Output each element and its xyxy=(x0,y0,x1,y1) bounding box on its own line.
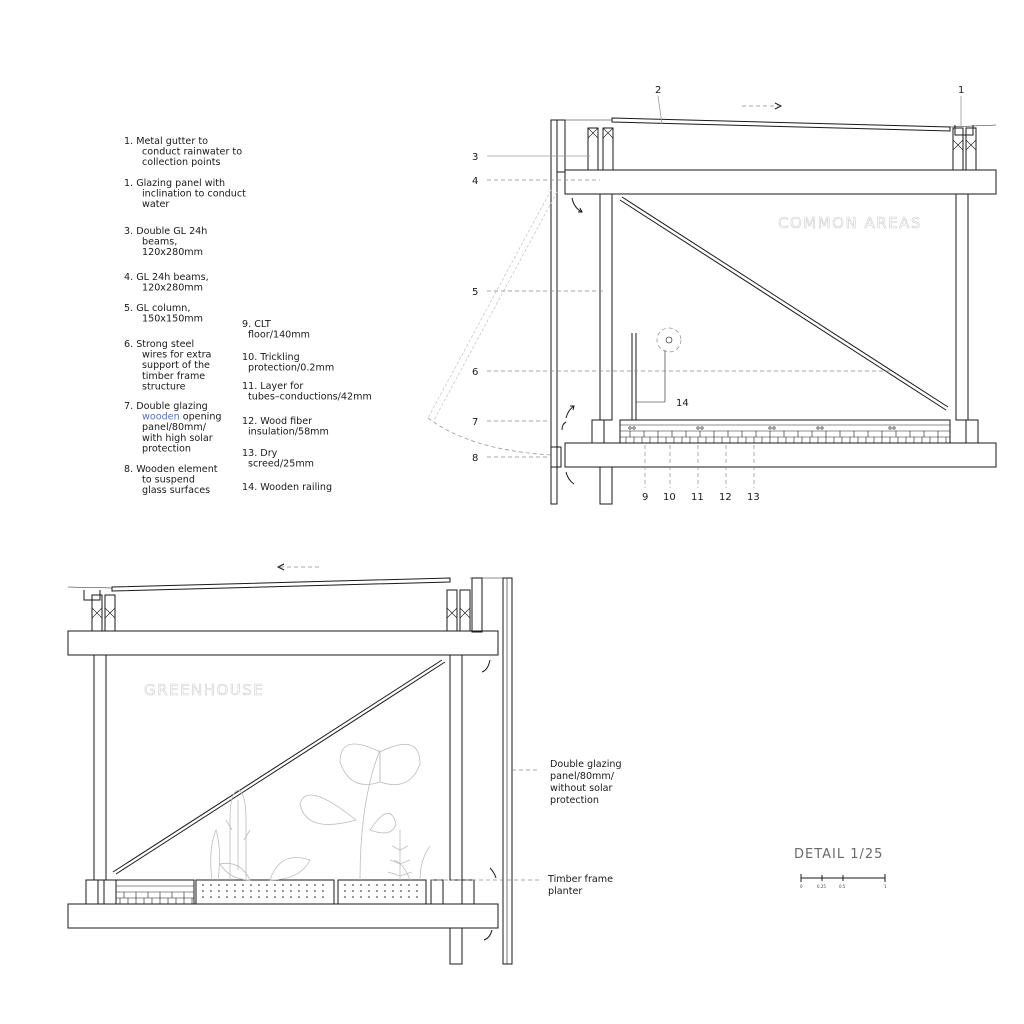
legend-item-6-line-3: timber frame xyxy=(142,370,206,382)
room-label-common-areas: COMMON AREAS xyxy=(778,214,922,232)
legend-accent-word: wooden xyxy=(142,411,180,423)
callout-2: 2 xyxy=(655,85,662,96)
callout-9: 9 xyxy=(642,492,649,503)
lower-section xyxy=(68,564,622,964)
legend-item-8-line-1: to suspend xyxy=(142,474,195,486)
legend2-item-9-line-1: floor/140mm xyxy=(248,329,310,341)
legend-item-6-line-4: structure xyxy=(142,381,186,393)
upper-section xyxy=(428,85,996,504)
legend-item-1-line-1: conduct rainwater to xyxy=(142,146,243,158)
callout-6: 6 xyxy=(472,367,479,378)
legend-item-6-line-2: support of the xyxy=(142,360,210,372)
scale-tick-025: 0.25 xyxy=(817,884,826,889)
note-planter-line-2: planter xyxy=(548,886,583,897)
callout-5: 5 xyxy=(472,287,479,298)
plant-sketch xyxy=(211,744,430,880)
legend-item-2-line-1: inclination to conduct xyxy=(142,188,246,200)
legend-column-2 xyxy=(242,319,372,493)
legend2-item-11-line-0: 11. Layer for xyxy=(242,381,304,392)
legend-item-1-line-0: 1. Metal gutter to xyxy=(124,136,208,147)
legend2-item-9-line-0: 9. CLT xyxy=(242,319,271,330)
callout-14: 14 xyxy=(676,398,689,409)
legend-item-4-line-1: 120x280mm xyxy=(142,282,203,294)
legend-item-6-line-1: wires for extra xyxy=(142,349,212,361)
callout-1: 1 xyxy=(958,85,965,96)
legend-item-2-line-2: water xyxy=(142,199,170,211)
legend2-item-11-line-1: tubes–conductions/42mm xyxy=(248,391,372,403)
callout-10: 10 xyxy=(663,492,676,503)
note-glazing-line-3: without solar xyxy=(550,783,613,794)
legend-column-1 xyxy=(124,136,246,496)
legend2-item-10-line-0: 10. Trickling xyxy=(242,352,300,363)
legend-item-3-line-0: 3. Double GL 24h xyxy=(124,226,208,237)
legend-item-7-accent-line xyxy=(142,412,222,423)
legend2-item-14-line-0: 14. Wooden railing xyxy=(242,482,333,493)
legend-item-7-line-pre: 7. Double glazing xyxy=(124,401,208,412)
detail-scale-title: DETAIL 1/25 xyxy=(794,847,884,862)
note-glazing-line-4: protection xyxy=(550,795,600,806)
legend-item-7-line-0: panel/80mm/ xyxy=(142,422,206,434)
legend-item-6-line-0: 6. Strong steel xyxy=(124,339,195,350)
legend-item-3-line-1: beams, xyxy=(142,236,178,248)
legend-item-5-line-1: 150x150mm xyxy=(142,313,203,325)
legend-item-5-line-0: 5. GL column, xyxy=(124,303,191,314)
callout-4: 4 xyxy=(472,176,479,187)
scale-tick-05: 0.5 xyxy=(839,884,846,889)
legend2-item-13-line-1: screed/25mm xyxy=(248,458,315,470)
legend-item-1-line-2: collection points xyxy=(142,157,221,169)
callout-3: 3 xyxy=(472,152,479,163)
note-glazing-line-2: panel/80mm/ xyxy=(550,771,614,782)
legend2-item-12-line-0: 12. Wood fiber xyxy=(242,416,313,427)
callout-8: 8 xyxy=(472,453,479,464)
legend2-item-13-line-0: 13. Dry xyxy=(242,448,278,459)
callout-13: 13 xyxy=(747,492,760,503)
legend-item-7-line-1: with high solar xyxy=(142,432,213,444)
scale-bar xyxy=(794,847,887,889)
legend-item-3-line-2: 120x280mm xyxy=(142,247,203,259)
callout-11: 11 xyxy=(691,492,704,503)
note-glazing-line-1: Double glazing xyxy=(550,759,622,770)
legend-item-2-line-0: 1. Glazing panel with xyxy=(124,178,226,189)
legend-item-8-line-2: glass surfaces xyxy=(142,485,211,497)
legend-accent-rest: opening xyxy=(179,411,222,423)
callout-7: 7 xyxy=(472,417,479,428)
callout-12: 12 xyxy=(719,492,732,503)
legend2-item-12-line-1: insulation/58mm xyxy=(248,426,329,438)
scale-tick-0: 0 xyxy=(800,884,803,889)
scale-tick-1: 1 xyxy=(884,884,887,889)
legend2-item-10-line-1: protection/0.2mm xyxy=(248,362,335,374)
room-label-greenhouse: GREENHOUSE xyxy=(144,681,265,699)
legend-item-4-line-0: 4. GL 24h beams, xyxy=(124,272,209,283)
note-planter-line-1: Timber frame xyxy=(548,874,614,885)
legend-item-7-line-2: protection xyxy=(142,443,192,455)
legend-item-8-line-0: 8. Wooden element xyxy=(124,464,218,475)
